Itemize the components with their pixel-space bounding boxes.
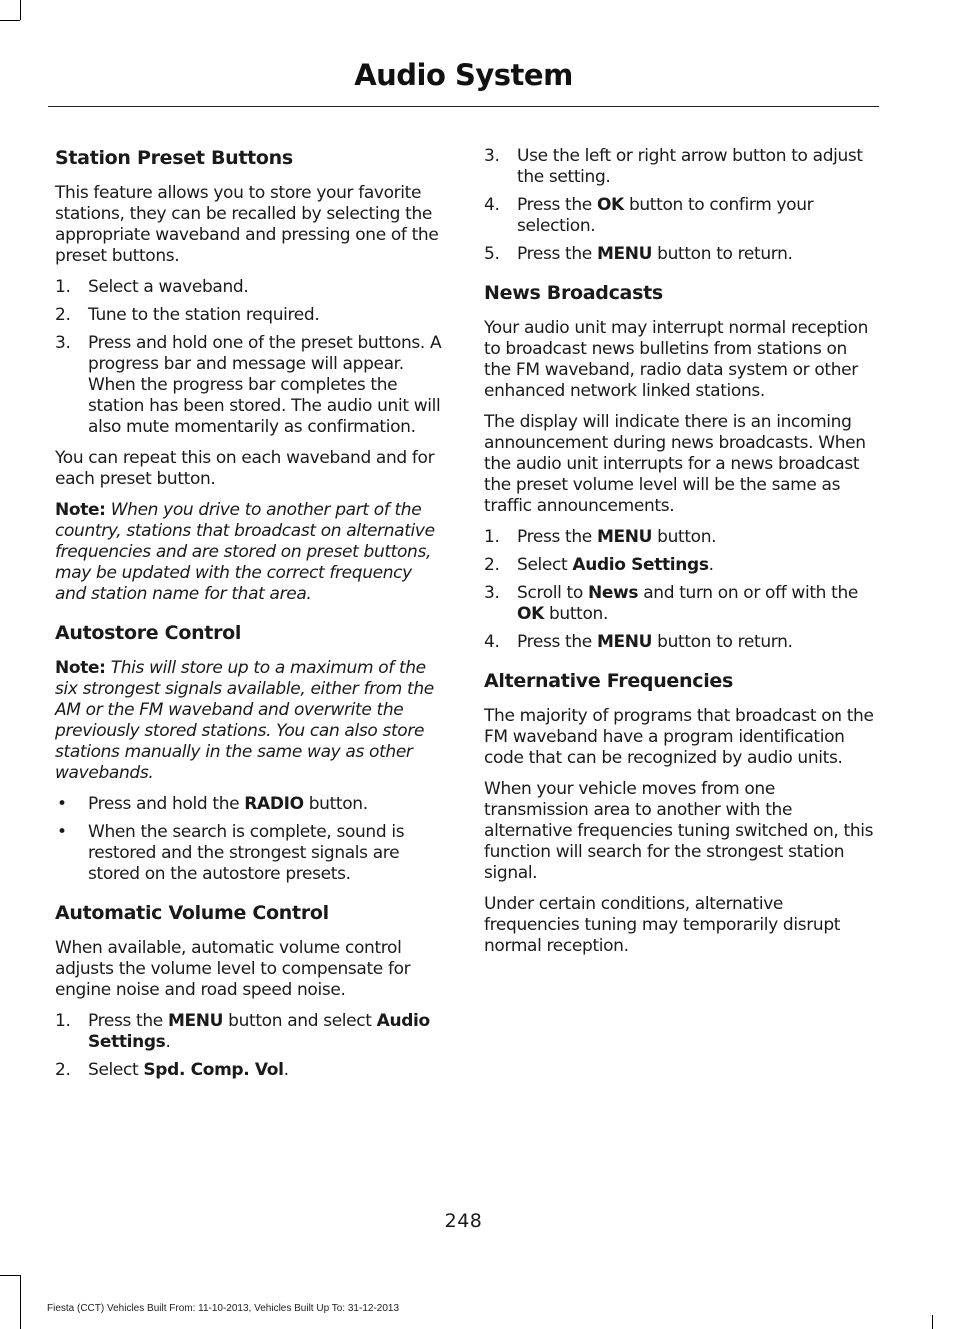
list-number: 4. (484, 195, 500, 215)
section-heading: Station Preset Buttons (55, 147, 293, 169)
note-text: When you drive to another part of the country, stations that broadcast on alternative frequencies and are stored on preset buttons, may be updated with the correct frequency and station name for that area. (55, 500, 435, 604)
paragraph: Under certain conditions, alternative frequencies tuning may temporarily disrupt normal reception. (484, 894, 841, 956)
section-heading: News Broadcasts (484, 282, 663, 304)
numbered-list (484, 146, 876, 265)
section-station-preset (55, 146, 447, 605)
numbered-list (55, 277, 447, 438)
bullet-icon: • (57, 822, 67, 842)
crop-mark (932, 1315, 933, 1329)
footer-text: Fiesta (CCT) Vehicles Built From: 11-10-2013, Vehicles Built Up To: 31-12-2013 (47, 1303, 400, 1314)
list-item (55, 277, 447, 298)
numbered-list (55, 1011, 447, 1081)
list-item (55, 305, 447, 326)
list-item: 4. Press the MENU button to return. (484, 632, 793, 652)
crop-mark (0, 1275, 20, 1276)
note (55, 658, 447, 784)
list-item: • Press and hold the RADIO button. (57, 794, 368, 814)
section-heading: Automatic Volume Control (55, 902, 329, 924)
right-column (484, 146, 876, 967)
list-item: 1. Press the MENU button. (484, 527, 717, 547)
list-number: 1. (484, 527, 500, 547)
paragraph: You can repeat this on each waveband and for each preset button. (55, 448, 435, 489)
section-news-broadcasts (484, 281, 876, 653)
crop-mark (20, 1275, 21, 1329)
numbered-list (484, 527, 876, 653)
section-alternative-frequencies (484, 669, 876, 957)
list-number: 1. (55, 1011, 71, 1031)
list-number: 3. (484, 146, 500, 166)
note-label: Note: (55, 658, 106, 678)
list-text: Select a waveband. (88, 277, 249, 297)
list-item (484, 146, 876, 188)
crop-mark (0, 20, 20, 21)
list-text: Use the left or right arrow button to adjust the setting. (517, 146, 863, 187)
section-automatic-volume (55, 901, 447, 1081)
list-number: 3. (55, 333, 71, 353)
list-item: 3. Scroll to News and turn on or off with the OK button. (484, 583, 858, 624)
list-item: 4. Press the OK button to confirm your selection. (484, 195, 814, 236)
list-number: 2. (484, 555, 500, 575)
list-item: 2. Select Audio Settings. (484, 555, 714, 575)
list-number: 5. (484, 244, 500, 264)
section-heading: Autostore Control (55, 622, 242, 644)
list-item (55, 333, 447, 438)
section-autostore (55, 621, 447, 885)
list-text: Press and hold one of the preset buttons. A progress bar and message will appear. When the progress bar completes the station has been stored. The audio unit will also mute momentarily as confirmation. (88, 333, 442, 437)
paragraph: When your vehicle moves from one transmission area to another with the alternative frequencies tuning switched on, this function will search for the strongest station signal. (484, 779, 874, 883)
list-item: 2. Select Spd. Comp. Vol. (55, 1060, 289, 1080)
list-number: 3. (484, 583, 500, 603)
list-text: When the search is complete, sound is restored and the strongest signals are stored on the autostore presets. (88, 822, 405, 884)
paragraph: The display will indicate there is an incoming announcement during news broadcasts. When the audio unit interrupts for a news broadcast the preset volume level will be the same as traffic announcements. (484, 412, 866, 516)
list-number: 2. (55, 305, 71, 325)
page-title: Audio System (354, 58, 573, 92)
left-column (55, 146, 447, 1091)
list-text: Tune to the station required. (88, 305, 320, 325)
paragraph: Your audio unit may interrupt normal reception to broadcast news bulletins from stations on the FM waveband, radio data system or other enhanced network linked stations. (484, 318, 869, 401)
paragraph: This feature allows you to store your favorite stations, they can be recalled by selecting the appropriate waveband and pressing one of the preset buttons. (55, 183, 439, 266)
bullet-icon: • (57, 794, 67, 814)
note (55, 500, 447, 605)
list-item: 5. Press the MENU button to return. (484, 244, 793, 264)
list-number: 1. (55, 277, 71, 297)
title-divider (48, 106, 879, 107)
paragraph: When available, automatic volume control adjusts the volume level to compensate for engine noise and road speed noise. (55, 938, 411, 1000)
list-number: 2. (55, 1060, 71, 1080)
crop-mark (20, 0, 21, 20)
section-heading: Alternative Frequencies (484, 670, 734, 692)
note-label: Note: (55, 500, 106, 520)
list-item: 1. Press the MENU button and select Audio Settings. (55, 1011, 430, 1052)
page-number: 248 (444, 1210, 483, 1232)
paragraph: The majority of programs that broadcast on the FM waveband have a program identification code that can be recognized by audio units. (484, 706, 874, 768)
list-item (55, 822, 447, 885)
list-number: 4. (484, 632, 500, 652)
bullet-list (55, 794, 447, 885)
note-text: This will store up to a maximum of the six strongest signals available, either from the AM or the FM waveband and overwrite the previously stored stations. You can also store stations manually in the same way as other wavebands. (55, 658, 434, 783)
